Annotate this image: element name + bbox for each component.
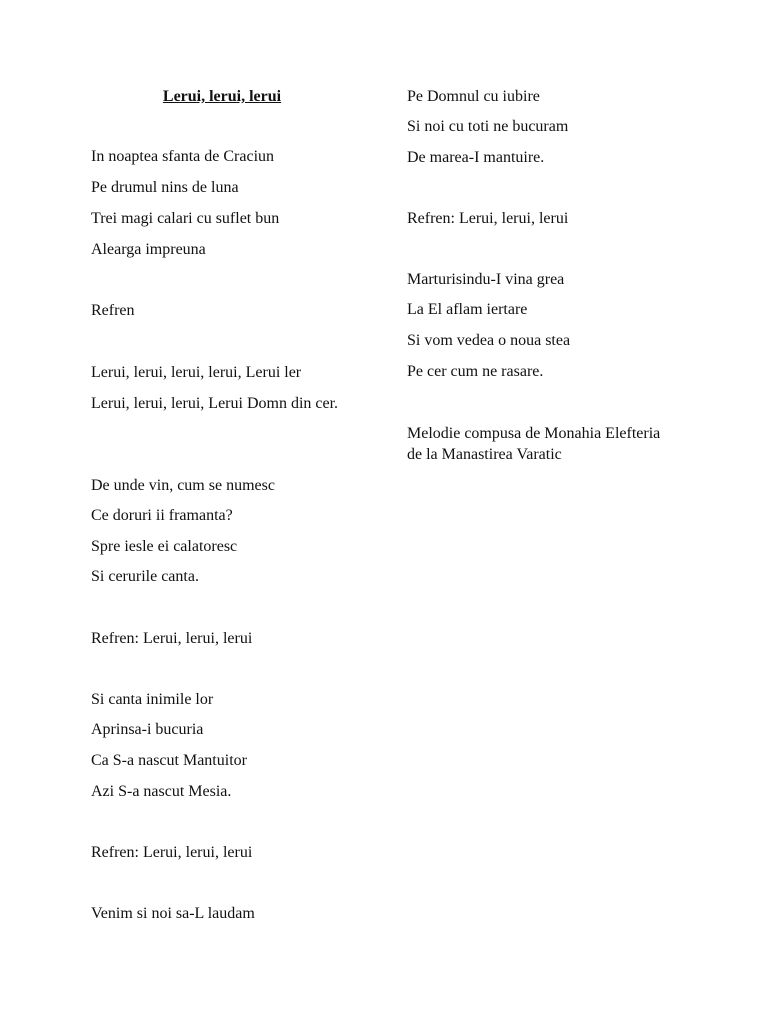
song-title: Lerui, lerui, lerui [162,88,282,105]
verse-line: Trei magi calari cu suflet bun [91,210,280,227]
refren-label: Refren [91,302,135,319]
verse-line: Si noi cu toti ne bucuram [407,118,569,135]
verse-line: Alearga impreuna [91,241,206,258]
verse-line: La El aflam iertare [407,301,528,318]
refren-line: Lerui, lerui, lerui, lerui, Lerui ler [91,364,302,381]
verse-line: Ca S-a nascut Mantuitor [91,752,247,769]
refren-line: Refren: Lerui, lerui, lerui [91,844,253,861]
verse-line: Pe Domnul cu iubire [407,88,540,105]
verse-line: Venim si noi sa-L laudam [91,905,255,922]
verse-line: In noaptea sfanta de Craciun [91,148,275,165]
verse-line: Spre iesle ei calatoresc [91,538,238,555]
verse-line: Ce doruri ii framanta? [91,507,233,524]
verse-line: Aprinsa-i bucuria [91,721,204,738]
melody-credit: Melodie compusa de Monahia Elefteria de la Manastirea Varatic [407,425,661,463]
refren-line: Lerui, lerui, lerui, Lerui Domn din cer. [91,395,339,412]
verse-line: De marea-I mantuire. [407,149,545,166]
verse-line: Pe drumul nins de luna [91,179,239,196]
verse-line: Marturisindu-I vina grea [407,271,565,288]
verse-line: De unde vin, cum se numesc [91,477,275,494]
verse-line: Pe cer cum ne rasare. [407,363,544,380]
verse-line: Si cerurile canta. [91,568,199,585]
refren-line: Refren: Lerui, lerui, lerui [91,630,253,647]
verse-line: Azi S-a nascut Mesia. [91,783,232,800]
refren-line: Refren: Lerui, lerui, lerui [407,210,569,227]
verse-line: Si vom vedea o noua stea [407,332,571,349]
verse-line: Si canta inimile lor [91,691,214,708]
